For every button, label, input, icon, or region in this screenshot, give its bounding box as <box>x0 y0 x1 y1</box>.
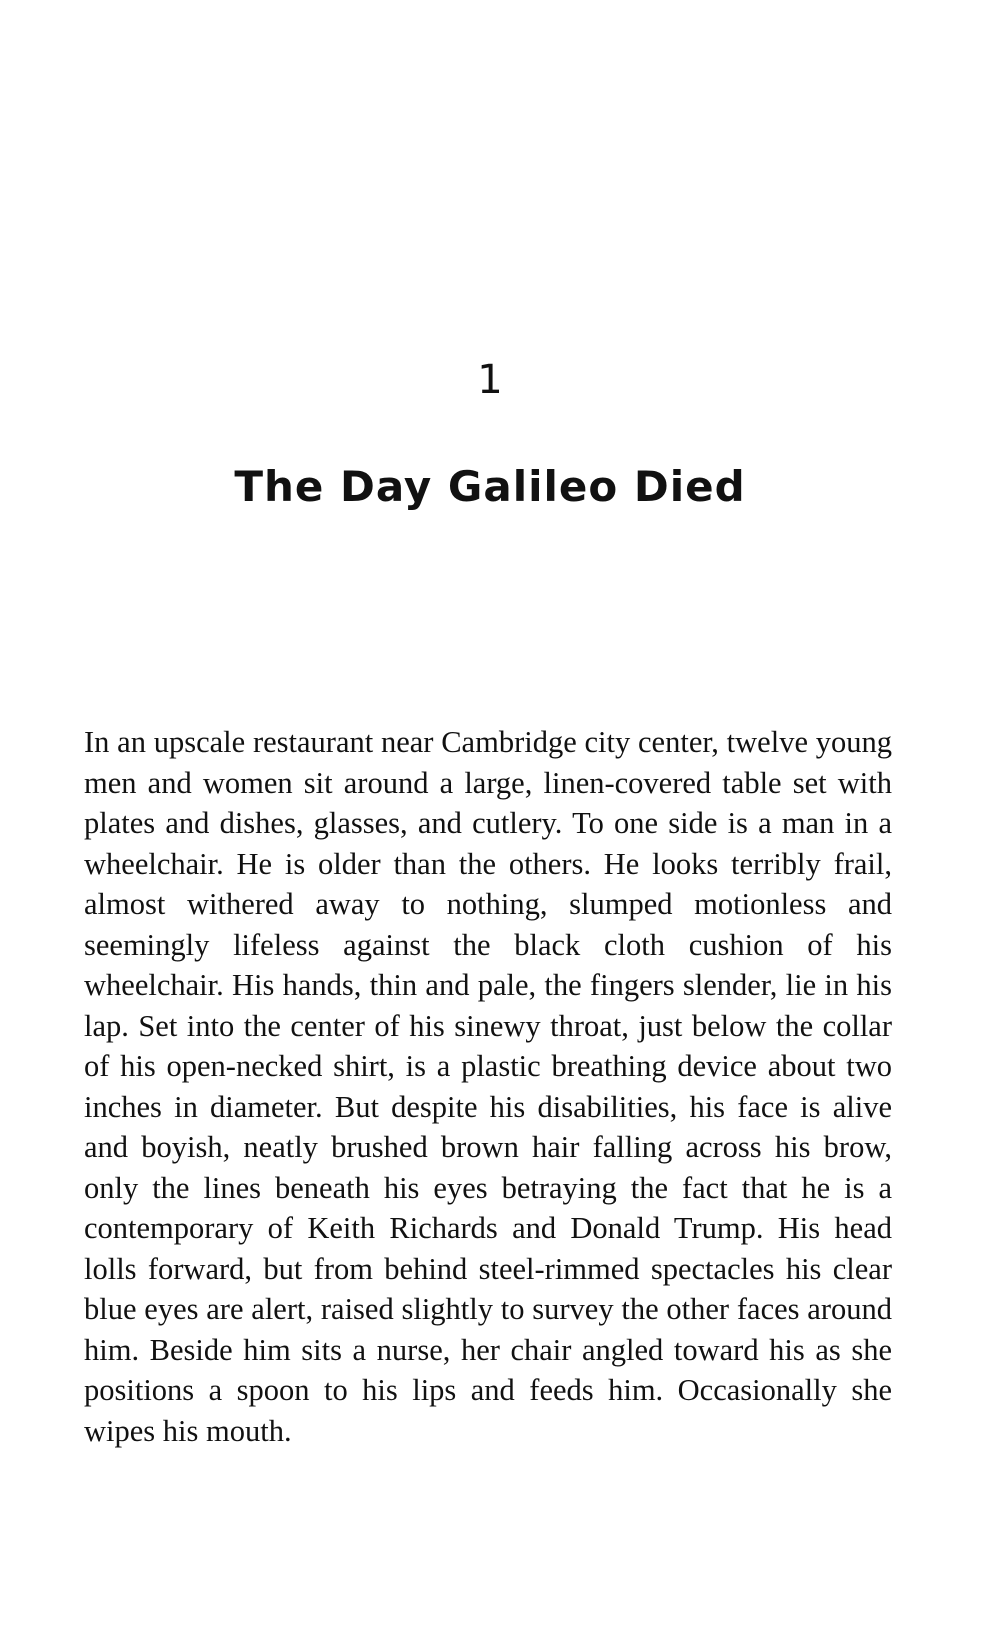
body-paragraph: In an upscale restaurant near Cambridge city center, twelve young men and women sit around a large, linen-covered table set with plates and dishes, glasses, and cutlery. To one side is a man in a wheelchair. He is older than the others. He looks terribly frail, almost withered away to nothing, slumped motionless and seemingly lifeless against the black cloth cushion of his wheelchair. His hands, thin and pale, the fingers slender, lie in his lap. Set into the center of his sinewy throat, just below the collar of his open-necked shirt, is a plastic breathing device about two inches in diameter. But despite his disabilities, his face is alive and boyish, neatly brushed brown hair falling across his brow, only the lines beneath his eyes betraying the fact that he is a contemporary of Keith Richards and Donald Trump. His head lolls forward, but from behind steel-rimmed spectacles his clear blue eyes are alert, raised slightly to survey the other faces around him. Beside him sits a nurse, her chair angled toward his as she positions a spoon to his lips and feeds him. Occasionally she wipes his mouth. <box>84 725 892 1448</box>
chapter-title: The Day Galileo Died <box>234 462 746 511</box>
chapter-number: 1 <box>477 357 503 403</box>
